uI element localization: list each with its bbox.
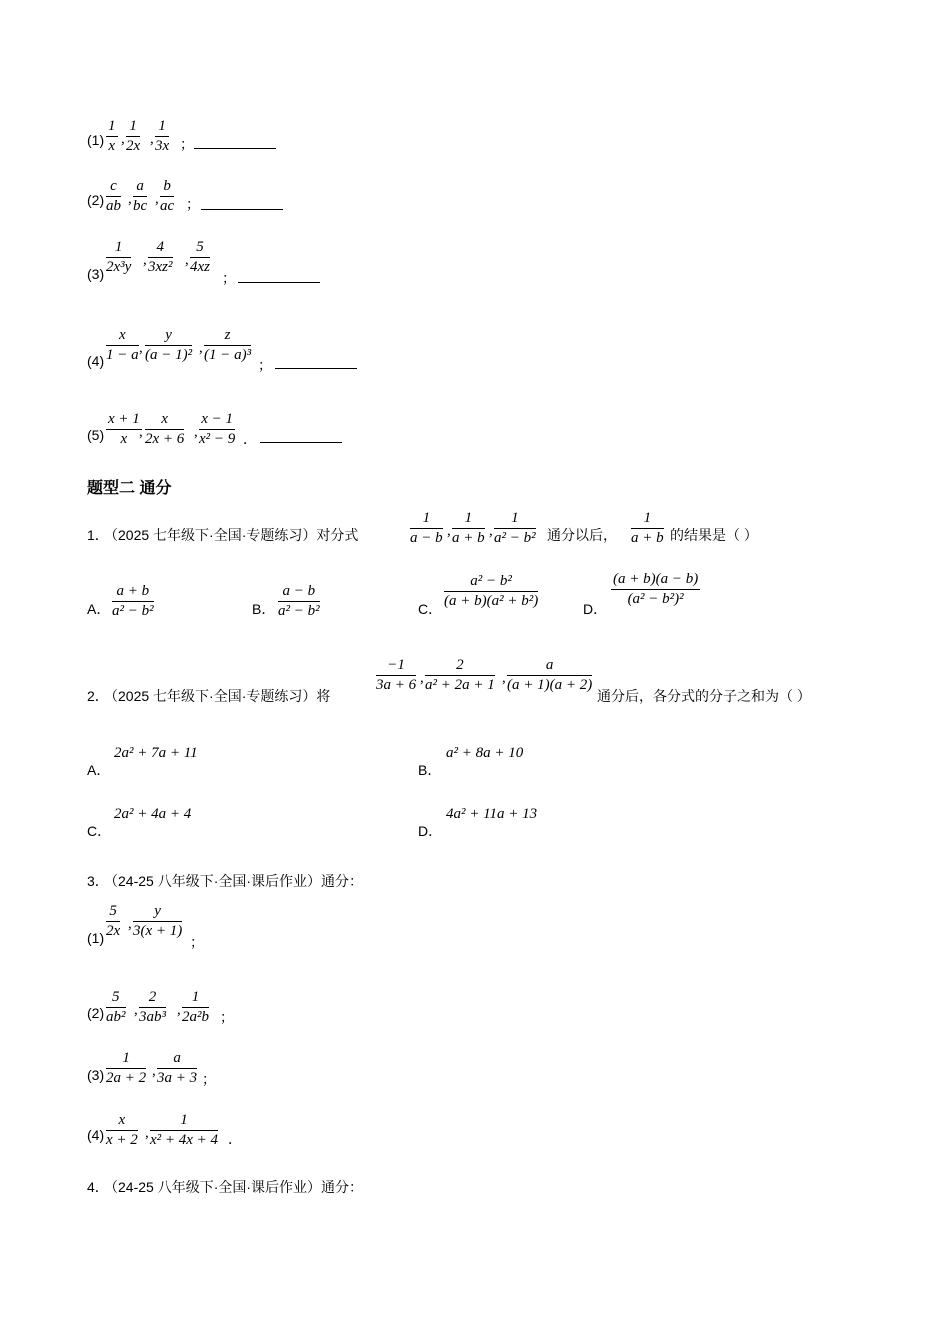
item-label: (4): [87, 353, 105, 369]
option-letter: D．: [418, 823, 443, 839]
option-expression: 2a² + 7a + 11: [114, 745, 198, 761]
question-number: 4．: [87, 1179, 109, 1195]
item-label: (3): [87, 1067, 105, 1083]
option-letter: B．: [418, 762, 442, 778]
fraction: $\frac{2}{\text{3ab³}}$: [139, 989, 166, 1025]
fraction: $\frac{x - 1}{\text{x² − 9}}$: [199, 411, 236, 447]
option-letter: B．: [252, 601, 276, 617]
fraction: $\frac{1}{a + b}$: [452, 510, 485, 546]
fraction: $\frac{1}{\text{a² − b²}}$: [494, 510, 536, 546]
answer-blank[interactable]: [275, 368, 357, 369]
option-letter: C．: [87, 823, 112, 839]
fraction: $\frac{x}{x + 2}$: [106, 1112, 138, 1148]
option-fraction: $\frac{(a + b)(a - b)}{\text{(a² − b²)²}}$: [613, 571, 699, 607]
question-source: （24-25 八年级下·全国·课后作业）通分：: [104, 873, 364, 889]
fraction: $\frac{y}{3(x + 1)}$: [133, 903, 183, 939]
fraction: $\frac{1}{2x}$: [126, 118, 141, 154]
fraction: $\frac{a}{bc}$: [133, 178, 148, 214]
item-label: (1): [87, 930, 105, 946]
fraction: $\frac{-1}{3a + 6}$: [376, 657, 417, 693]
question-number: 1．: [87, 527, 109, 543]
question-number: 2．: [87, 688, 109, 704]
section-title: 题型二 通分: [87, 480, 172, 497]
fraction: $\frac{1}{\text{x² + 4x + 4}}$: [150, 1112, 219, 1148]
fraction: $\frac{x}{1 - a}$: [106, 327, 139, 363]
item-label: (5): [87, 427, 105, 443]
fraction: $\frac{5}{\text{ab²}}$: [106, 989, 126, 1025]
fraction: $\frac{1}{\text{2x³y}}$: [106, 239, 132, 275]
fraction: $\frac{x + 1}{x}$: [108, 411, 140, 447]
fraction: $\frac{1}{a + b}$: [631, 510, 664, 546]
answer-blank[interactable]: [201, 209, 283, 210]
item-label: (3): [87, 266, 105, 282]
fraction: $\frac{a}{3a + 3}$: [157, 1050, 198, 1086]
fraction: $\frac{b}{ac}$: [160, 178, 175, 214]
item-label: (2): [87, 1005, 105, 1021]
option-letter: D．: [583, 601, 608, 617]
option-fraction: $\frac{a + b}{\text{a² − b²}}$: [112, 583, 154, 619]
fraction: $\frac{x}{2x + 6}$: [145, 411, 185, 447]
option-expression: 4a² + 11a + 13: [446, 806, 538, 822]
option-fraction: $\frac{\text{a² − b²}}{\text{(a + b)(a² + b²)}}$: [444, 573, 539, 609]
fraction: $\frac{1}{\text{2a²b}}$: [182, 989, 209, 1025]
question-source: （24-25 八年级下·全国·课后作业）通分：: [104, 1179, 364, 1195]
question-source: （2025 七年级下·全国·专题练习）对分式: [104, 527, 359, 543]
fraction: $\frac{2}{\text{a² + 2a + 1}}$: [425, 657, 495, 693]
fraction: $\frac{z}{\text{(1 − a)³}}$: [204, 327, 252, 363]
item-label: (1): [87, 132, 105, 148]
worksheet-page: (1) $\frac{1}{x}$ , $\frac{1}{2x}$ , $\frac{1}{3x}$ ； (2) $\frac{c}{ab}$ , $\frac{a}{bc}$ , $\frac{b}{ac}$ ； (3) $\frac{1}{\text{2x³y}}$ , $\frac{4}{\text{3xz²}}$ , $\frac{5}{4xz}$ ； (4) $\frac{x}{1 - a}$ , $\frac{y}{\text{(a − 1)²}}$ , $\frac{z}{\text{(1 − a)³}}$ ； (5) $\frac{x + 1}{x}$ , $\frac{x}{2x + 6}$ , $\frac{x - 1}{\text{x² − 9}}$ ． 题型二 通分 1． （2025 七年级下·全国·专题练习）对分式 $\frac{1}{a - b}$ , $\frac{1}{a + b}$ , $\frac{1}{\text{a² − b²}}$ 通分以后， $\frac{1}{a + b}$ 的结果是（ ） A． $\frac{a + b}{\text{a² − b²}}$ B． $\frac{a - b}{\text{a² − b²}}$ C． $\frac{\text{a² − b²}}{\text{(a + b)(a² + b²)}}$ D． $\frac{(a + b)(a - b)}{\text{(a² − b²)²}}$ 2． （2025 七年级下·全国·专题练习）将 $\frac{-1}{3a + 6}$ , $\frac{2}{\text{a² + 2a + 1}}$ , $\frac{a}{(a + 1)(a + 2)}$ 通分后，各分式的分子之和为（ ） A． 2a² + 7a + 11 B． a² + 8a + 10 C． 2a² + 4a + 4 D． 4a² + 11a + 13 3． （24-25 八年级下·全国·课后作业）通分： (1) $\frac{5}{2x}$ , $\frac{y}{3(x + 1)}$ ； (2) $\frac{5}{\text{ab²}}$ , $\frac{2}{\text{3ab³}}$ , $\frac{1}{\text{2a²b}}$ ； (3) $\frac{1}{2a + 2}$ , $\frac{a}{3a + 3}$ ； (4) $\frac{x}{x + 2}$ , $\frac{1}{\text{x² + 4x + 4}}$ ． 4． （24-25 八年级下·全国·课后作业）通分：: [87, 118, 811, 1195]
answer-blank[interactable]: [260, 442, 342, 443]
fraction: $\frac{a}{(a + 1)(a + 2)}$: [507, 657, 593, 693]
fraction: $\frac{5}{2x}$: [106, 903, 121, 939]
option-letter: A．: [87, 762, 111, 778]
item-label: (2): [87, 192, 105, 208]
fraction: $\frac{4}{\text{3xz²}}$: [148, 239, 173, 275]
item-label: (4): [87, 1127, 105, 1143]
option-letter: C．: [418, 601, 443, 617]
fraction: $\frac{1}{2a + 2}$: [106, 1050, 147, 1086]
fraction: $\frac{1}{3x}$: [155, 118, 170, 154]
fraction: $\frac{c}{ab}$: [106, 178, 121, 214]
fraction: $\frac{5}{4xz}$: [190, 239, 210, 275]
question-number: 3．: [87, 873, 109, 889]
option-letter: A．: [87, 601, 111, 617]
option-fraction: $\frac{a - b}{\text{a² − b²}}$: [278, 583, 320, 619]
question-source: （2025 七年级下·全国·专题练习）将: [104, 688, 331, 704]
fraction: $\frac{1}{a - b}$: [410, 510, 443, 546]
option-expression: 2a² + 4a + 4: [114, 806, 192, 822]
fraction: $\frac{y}{\text{(a − 1)²}}$: [145, 327, 193, 363]
answer-blank[interactable]: [194, 148, 276, 149]
answer-blank[interactable]: [238, 282, 320, 283]
option-expression: a² + 8a + 10: [446, 745, 524, 761]
fraction: $\frac{1}{x}$: [108, 118, 116, 154]
